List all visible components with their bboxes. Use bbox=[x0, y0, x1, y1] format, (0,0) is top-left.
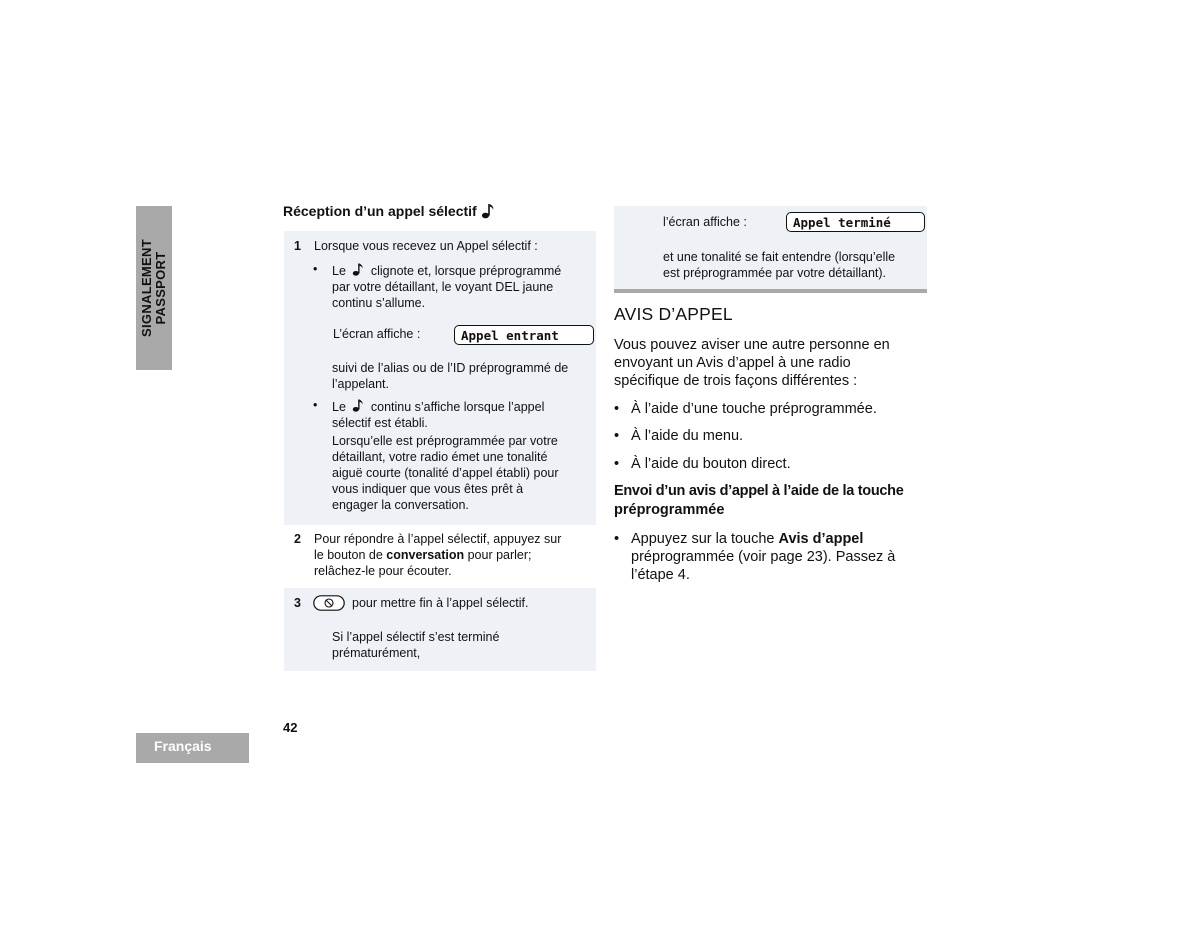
bullet-dot: • bbox=[614, 456, 620, 472]
bullet-extra-line: Lorsqu’elle est préprogrammée par votre bbox=[332, 434, 558, 448]
avis-intro-line: spécifique de trois façons différentes : bbox=[614, 373, 858, 389]
side-tab-line1: SIGNALEMENT bbox=[139, 239, 154, 337]
after-display-line: l’appelant. bbox=[332, 377, 389, 391]
avis-subheading-line: préprogrammée bbox=[614, 502, 725, 518]
step-1-intro: Lorsque vous recevez un Appel sélectif : bbox=[314, 239, 538, 253]
lcd-display-incoming: Appel entrant bbox=[454, 325, 594, 345]
after-display bbox=[332, 360, 594, 392]
bullet-line: sélectif est établi. bbox=[332, 416, 428, 430]
section-title-text: Réception d’un appel sélectif bbox=[283, 203, 477, 219]
avis-step-bold: Avis d’appel bbox=[778, 531, 864, 547]
avis-intro-line: envoyant un Avis d’appel à une radio bbox=[614, 355, 851, 371]
continuation-after bbox=[663, 249, 925, 281]
bullet-dot: • bbox=[313, 262, 318, 276]
bullet-text: continu s’affiche lorsque l’appel bbox=[370, 400, 545, 414]
conversation-button-name: conversation bbox=[386, 548, 465, 562]
avis-intro-line: Vous pouvez aviser une autre personne en bbox=[614, 337, 890, 353]
avis-step bbox=[614, 530, 927, 583]
step-number: 1 bbox=[294, 239, 301, 253]
avis-intro bbox=[614, 336, 927, 390]
step-1-bullet-1 bbox=[332, 262, 594, 311]
bullet-extra bbox=[332, 433, 594, 513]
after-display-line: suivi de l’alias ou de l’ID préprogrammé de bbox=[332, 361, 569, 375]
avis-step-line: préprogrammée (voir page 23). Passez à bbox=[631, 549, 896, 565]
bullet-dot: • bbox=[614, 401, 620, 417]
avis-heading: AVIS D’APPEL bbox=[614, 304, 733, 324]
side-tab bbox=[136, 206, 172, 370]
bullet-extra-line: aiguë courte (tonalité d’appel établi) pour bbox=[332, 466, 559, 480]
step-2-line1: Pour répondre à l’appel sélectif, appuyez sur bbox=[314, 532, 562, 546]
music-note-icon bbox=[481, 203, 495, 219]
language-tab bbox=[136, 733, 249, 763]
continuation-after-line: et une tonalité se fait entendre (lorsqu’elle bbox=[663, 250, 896, 264]
bullet-dot: • bbox=[614, 428, 620, 444]
section-divider bbox=[614, 289, 927, 293]
avis-bullet-text: À l’aide d’une touche préprogrammée. bbox=[631, 401, 877, 417]
avis-bullet bbox=[614, 427, 927, 445]
continuation-display-label: l’écran affiche : bbox=[663, 215, 747, 229]
avis-subheading bbox=[614, 482, 944, 520]
continuation-after-line: est préprogrammée par votre détaillant). bbox=[663, 266, 887, 280]
bullet-prefix: Le bbox=[332, 264, 346, 278]
avis-step-line: l’étape 4. bbox=[631, 567, 690, 583]
bullet-prefix: Le bbox=[332, 400, 346, 414]
avis-subheading-line: Envoi d’un avis d’appel à l’aide de la touche bbox=[614, 483, 904, 499]
section-title bbox=[283, 203, 495, 219]
step-2-line2-post: pour parler; bbox=[467, 548, 532, 562]
step-number: 3 bbox=[294, 596, 301, 610]
step-3-sub-line: prématurément, bbox=[332, 646, 421, 660]
step-3-text: pour mettre fin à l’appel sélectif. bbox=[352, 596, 529, 610]
music-note-icon bbox=[352, 262, 364, 277]
avis-bullet-text: À l’aide du menu. bbox=[631, 428, 744, 444]
avis-bullet bbox=[614, 400, 927, 418]
bullet-line: par votre détaillant, le voyant DEL jaune bbox=[332, 280, 554, 294]
music-note-icon bbox=[352, 398, 364, 413]
avis-step-pre: Appuyez sur la touche bbox=[631, 531, 775, 547]
bullet-text: clignote et, lorsque préprogrammé bbox=[370, 264, 562, 278]
step-2-line3: relâchez-le pour écouter. bbox=[314, 564, 452, 578]
lcd-display-terminated: Appel terminé bbox=[786, 212, 925, 232]
bullet-dot: • bbox=[614, 531, 620, 547]
side-tab-text bbox=[140, 239, 168, 337]
bullet-extra-line: engager la conversation. bbox=[332, 498, 469, 512]
language-tab-label: Français bbox=[154, 738, 212, 754]
bullet-line: continu s’allume. bbox=[332, 296, 426, 310]
step-3-sub bbox=[332, 629, 594, 661]
step-2-line2-pre: le bouton de bbox=[314, 548, 383, 562]
step-1-bullet-2 bbox=[332, 398, 594, 513]
end-call-button-icon bbox=[313, 595, 345, 611]
avis-bullet bbox=[614, 455, 927, 473]
page-number: 42 bbox=[283, 720, 298, 735]
bullet-dot: • bbox=[313, 398, 318, 412]
side-tab-line2: PASSPORT bbox=[153, 251, 168, 325]
bullet-extra-line: détaillant, votre radio émet une tonalité bbox=[332, 450, 548, 464]
step-number: 2 bbox=[294, 532, 301, 546]
display-label: L’écran affiche : bbox=[333, 327, 421, 341]
avis-bullet-text: À l’aide du bouton direct. bbox=[631, 456, 791, 472]
bullet-extra-line: vous indiquer que vous êtes prêt à bbox=[332, 482, 524, 496]
step-3-sub-line: Si l’appel sélectif s’est terminé bbox=[332, 630, 500, 644]
